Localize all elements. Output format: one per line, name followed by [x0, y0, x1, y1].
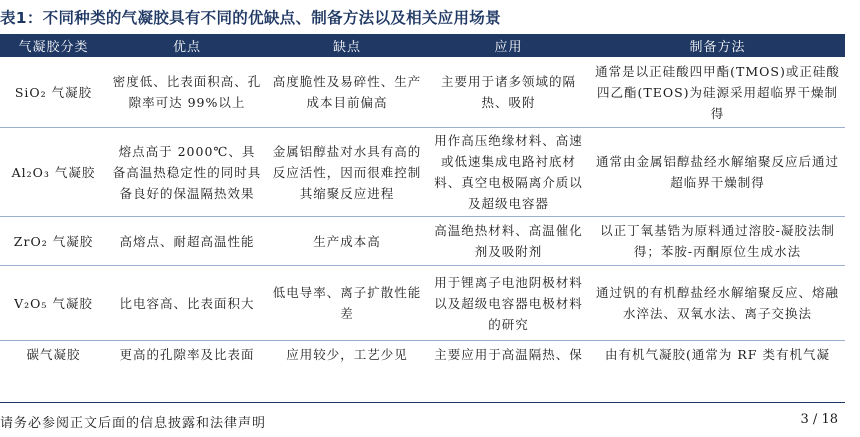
table-row	[0, 57, 845, 128]
table-row	[0, 266, 845, 341]
table-header-row	[0, 34, 845, 57]
cell-method: 由有机气凝胶(通常为 RF 类有机气凝	[605, 346, 830, 362]
table-row	[0, 217, 845, 266]
cell-name: 碳气凝胶	[26, 346, 81, 362]
cell-pros: 密度低、比表面积高、孔隙率可达 99%以上	[107, 57, 267, 128]
cell-name: V₂O₅ 气凝胶	[0, 266, 107, 341]
cell-method: 以正丁氧基锆为原料通过溶胶-凝胶法制得；苯胺-丙酮原位生成水法	[590, 217, 845, 266]
cell-name: Al₂O₃ 气凝胶	[0, 128, 107, 217]
cell-application: 用于锂离子电池阴极材料以及超级电容器电极材料的研究	[427, 266, 590, 341]
header-method: 制备方法	[590, 34, 845, 57]
cell-cons: 高度脆性及易碎性、生产成本目前偏高	[267, 57, 427, 128]
cell-cons: 低电导率、离子扩散性能差	[267, 266, 427, 341]
cell-application: 主要用于诸多领域的隔热、吸附	[427, 57, 590, 128]
cell-pros: 熔点高于 2000℃、具备高温热稳定性的同时具备良好的保温隔热效果	[107, 128, 267, 217]
header-cons: 缺点	[267, 34, 427, 57]
cell-cons: 生产成本高	[267, 217, 427, 266]
table-row	[0, 341, 845, 368]
cell-name: SiO₂ 气凝胶	[0, 57, 107, 128]
cell-method: 通常由金属铝醇盐经水解缩聚反应后通过超临界干燥制得	[590, 128, 845, 217]
cell-cons: 应用较少，工艺少见	[286, 346, 408, 362]
header-application: 应用	[427, 34, 590, 57]
table-caption: 表1：不同种类的气凝胶具有不同的优缺点、制备方法以及相关应用场景	[0, 9, 501, 27]
page-number: 3 / 18	[800, 412, 838, 427]
cell-method: 通常是以正硅酸四甲酯(TMOS)或正硅酸四乙酯(TEOS)为硅源采用超临界干燥制得	[590, 57, 845, 128]
cell-name: ZrO₂ 气凝胶	[0, 217, 107, 266]
footer-disclaimer: 请务必参阅正文后面的信息披露和法律声明	[0, 416, 267, 431]
cell-application: 主要应用于高温隔热、保	[434, 346, 583, 362]
aerogel-table	[0, 34, 845, 367]
cell-application: 高温绝热材料、高温催化剂及吸附剂	[427, 217, 590, 266]
table-row	[0, 128, 845, 217]
header-category: 气凝胶分类	[0, 34, 107, 57]
cell-cons: 金属铝醇盐对水具有高的反应活性，因而很难控制其缩聚反应进程	[267, 128, 427, 217]
cell-pros: 比电容高、比表面积大	[107, 266, 267, 341]
cell-application: 用作高压绝缘材料、高速或低速集成电路衬底材料、真空电极隔离介质以及超级电容器	[427, 128, 590, 217]
cell-pros: 更高的孔隙率及比表面	[119, 346, 255, 362]
footer-divider	[0, 402, 845, 403]
cell-method: 通过钒的有机醇盐经水解缩聚反应、熔融水淬法、双氧水法、离子交换法	[590, 266, 845, 341]
header-pros: 优点	[107, 34, 267, 57]
cell-pros: 高熔点、耐超高温性能	[107, 217, 267, 266]
